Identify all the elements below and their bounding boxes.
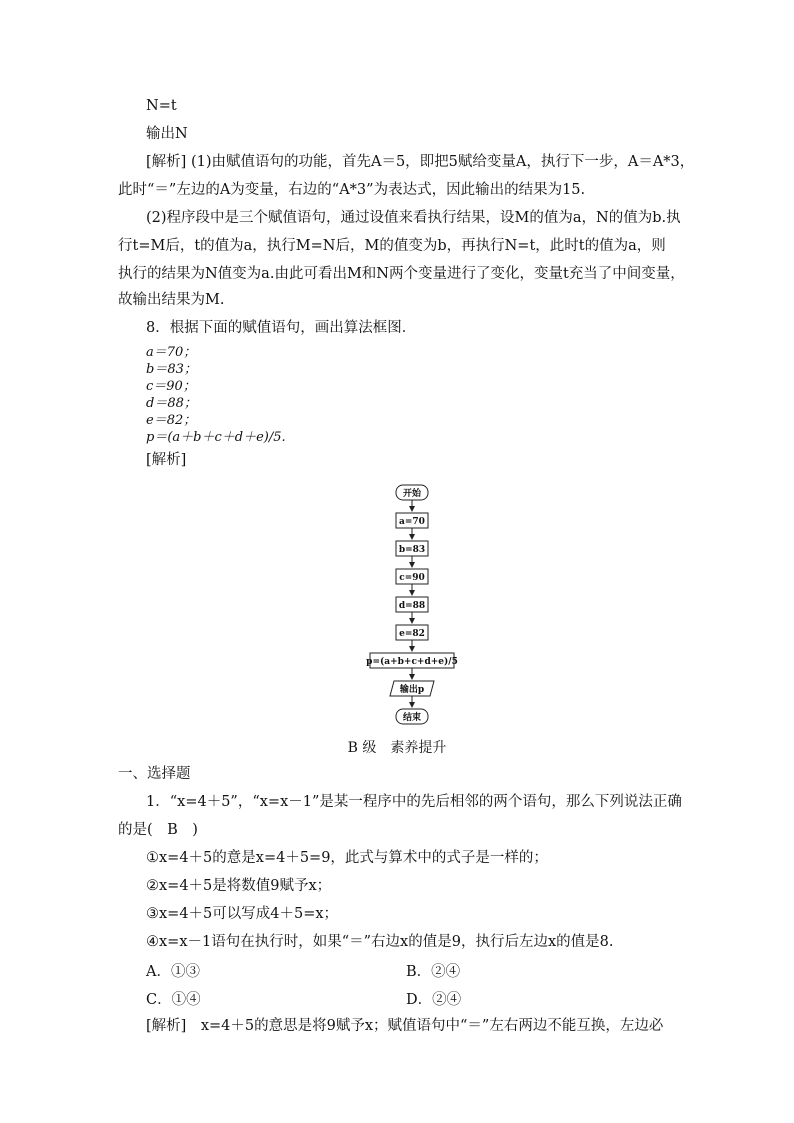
- q1-statement-4: ④x=x－1语句在执行时，如果“＝”右边x的值是9，执行后左边x的值是8.: [146, 934, 614, 950]
- q1-option-c: C．①④: [146, 992, 201, 1008]
- q1-analysis: [解析] x=4＋5的意思是将9赋予x；赋值语句中“＝”左右两边不能互换，左边必: [146, 1018, 664, 1034]
- analysis-text: (1)由赋值语句的功能，首先A＝5，即把5赋给变量A，执行下一步，A＝A*3，: [190, 154, 695, 170]
- stmt-e: e＝82；: [146, 413, 197, 428]
- section-part-heading: 一、选择题: [118, 766, 191, 782]
- stmt-p: p＝(a＋b＋c＋d＋e)/5.: [146, 430, 286, 445]
- analysis2-tag: [解析]: [146, 452, 187, 468]
- q1-statement-3: ③x=4＋5可以写成4＋5=x；: [146, 906, 339, 922]
- flow-end-label: 结束: [402, 713, 422, 723]
- q1-statement-2: ②x=4＋5是将数值9赋予x；: [146, 878, 332, 894]
- q1-statement-1: ①x=4＋5的意是x=4＋5=9，此式与算术中的式子是一样的；: [146, 850, 548, 866]
- analysis1-p2-line2: 行t=M后，t的值为a，执行M=N后，M的值变为b，再执行N=t，此时t的值为a，则: [118, 238, 666, 254]
- flow-step-label: d=88: [398, 601, 426, 611]
- code-line: N=t: [146, 98, 177, 114]
- q1-stem-line2: 的是( B ): [118, 822, 198, 838]
- flow-step-label: c=90: [399, 573, 425, 583]
- analysis1-p1-line2: 此时“＝”左边的A为变量，右边的“A*3”为表达式，因此输出的结果为15.: [118, 182, 586, 198]
- flow-step-label: b=83: [398, 545, 426, 555]
- stmt-d: d＝88；: [146, 396, 197, 411]
- analysis1-p2-line3: 执行的结果为N值变为a.由此可看出M和N两个变量进行了变化，变量t充当了中间变量，: [118, 266, 685, 282]
- q1-option-b: B．②④: [406, 964, 461, 980]
- section-level-heading: B 级 素养提升: [347, 740, 447, 756]
- q1-option-a: A．①③: [146, 964, 200, 980]
- analysis1-p2-line1: (2)程序段中是三个赋值语句，通过设值来看执行结果，设M的值为a，N的值为b.执: [146, 210, 681, 226]
- output-line: 输出N: [146, 126, 188, 142]
- flow-step-label: e=82: [399, 629, 425, 639]
- analysis1-p2-line4: 故输出结果为M.: [118, 292, 225, 308]
- flow-start-label: 开始: [402, 489, 422, 499]
- flow-step-label: a=70: [399, 517, 425, 527]
- question-8-title: 8．根据下面的赋值语句，画出算法框图．: [146, 320, 417, 336]
- q1-option-d: D．②④: [406, 992, 462, 1008]
- stmt-a: a＝70；: [146, 345, 197, 360]
- flow-output-label: 输出p: [399, 685, 425, 695]
- q1-stem-line1: 1．“x=4＋5”，“x=x－1”是某一程序中的先后相邻的两个语句，那么下列说法正确: [146, 794, 682, 810]
- flow-step-label: p=(a+b+c+d+e)/5: [366, 657, 458, 667]
- analysis-tag: [解析]: [146, 154, 187, 170]
- stmt-b: b＝83；: [146, 362, 197, 377]
- stmt-c: c＝90；: [146, 379, 196, 394]
